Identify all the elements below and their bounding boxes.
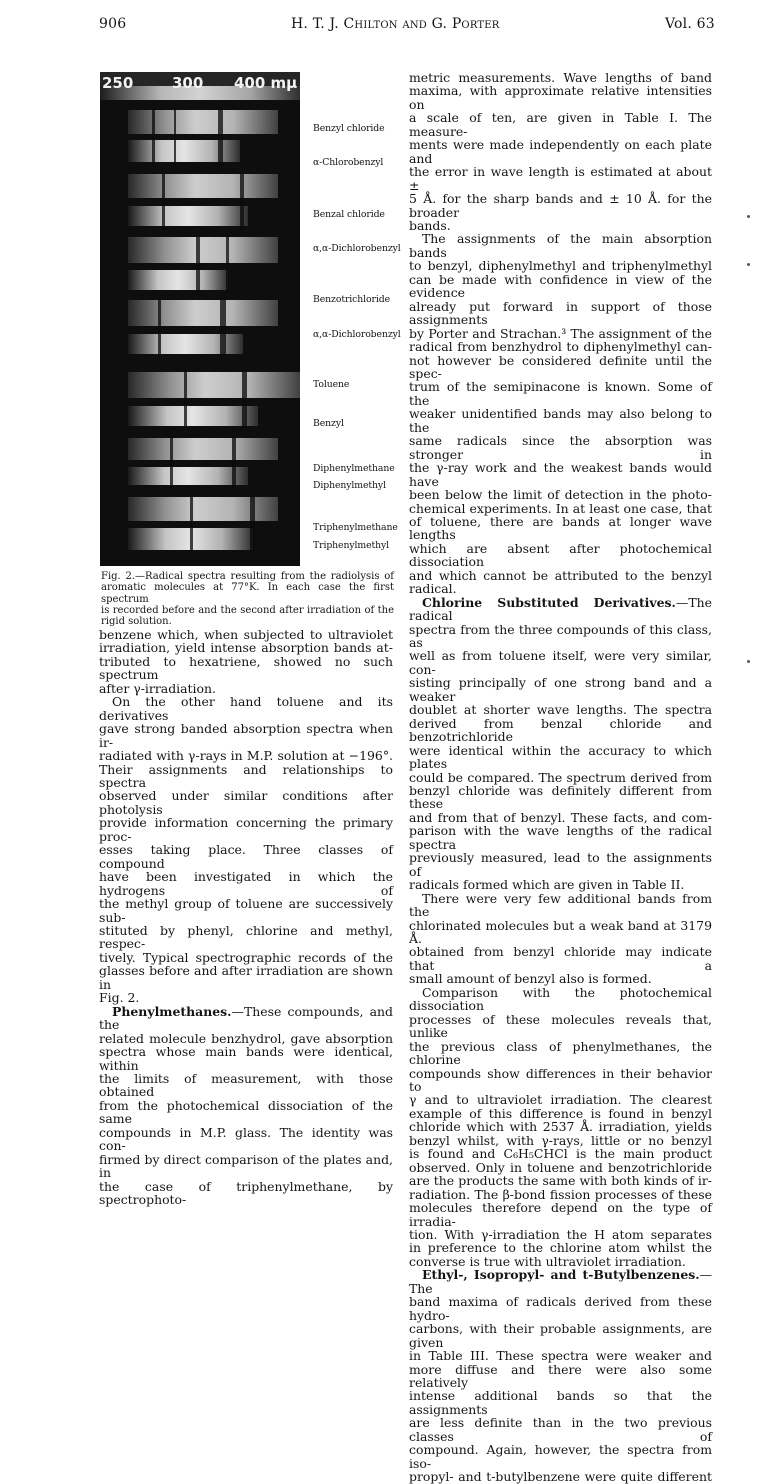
caption-line: Fig. 2.—Radical spectra resulting from the radiolysis of: [101, 571, 394, 582]
text-line: and from that of benzyl. These facts, and com-: [409, 809, 712, 825]
running-title: H. T. J. Chilton and G. Porter: [291, 16, 500, 32]
text-line: doublet at shorter wave lengths. The spectra: [409, 702, 712, 718]
text-line: the case of triphenylmethane, by spectrophoto-: [99, 1178, 393, 1208]
text-line: radiated with γ-rays in M.P. solution at −196°.: [99, 748, 393, 764]
text-line: radicals formed which are given in Table II.: [409, 877, 685, 893]
text-line: a scale of ten, are given in Table I. The measure-: [409, 110, 712, 139]
text-line: benzyl whilst, with γ-rays, little or no benzyl: [409, 1132, 712, 1148]
text-line: radical from benzhydrol to diphenylmethyl can-: [409, 339, 712, 355]
text-line: bands.: [409, 217, 451, 233]
text-line: On the other hand toluene and its derivatives: [99, 694, 393, 723]
text-line: the error in wave length is estimated at about ±: [409, 164, 712, 193]
text-line: were identical within the accuracy to which plates: [409, 742, 712, 772]
text-line: radical.: [409, 581, 457, 597]
section-heading-alkylbenzenes: Ethyl-, Isopropyl- and t-Butylbenzenes.: [422, 1267, 700, 1283]
text-line: chlorinated molecules but a weak band at 3179 Å.: [409, 917, 712, 946]
spectrum-label: Diphenylmethyl: [313, 480, 386, 491]
text-line: compounds show differences in their behavior to: [409, 1065, 712, 1094]
text-line: chloride which with 2537 Å. irradiation, yields: [409, 1119, 712, 1135]
text-line: been below the limit of detection in the photo-: [409, 487, 712, 503]
page-number: 906: [99, 16, 127, 32]
text-line: glasses before and after irradiation are shown in: [99, 963, 393, 992]
text-line: tion. With γ-irradiation the H atom separates: [409, 1226, 712, 1242]
text-line: processes of these molecules reveals that, unlike: [409, 1011, 712, 1041]
right-column-text: [409, 71, 712, 1484]
text-line: of toluene, there are bands at longer wave lengths: [409, 513, 712, 543]
text-line: band maxima of radicals derived from these hydro-: [409, 1294, 712, 1323]
section-heading-chlorine: Chlorine Substituted Derivatives.: [422, 594, 676, 610]
text-line: related molecule benzhydrol, gave absorption: [99, 1030, 393, 1046]
text-line: already put forward in support of those assignments: [409, 298, 712, 328]
text-line: chemical experiments. In at least one case, that: [409, 500, 712, 516]
spectrum-strips: [100, 72, 300, 566]
text-line: is found and C₆H₅CHCl is the main product: [409, 1146, 712, 1162]
text-line: γ and to ultraviolet irradiation. The clearest: [409, 1092, 712, 1108]
spectrum-label: Triphenylmethane: [313, 522, 398, 533]
text-line: The assignments of the main absorption bands: [409, 231, 712, 260]
text-line: radiation. The β-bond fission processes of these: [409, 1186, 712, 1202]
text-line: compound. Again, however, the spectra from iso-: [409, 1442, 712, 1471]
text-line: previously measured, lead to the assignments of: [409, 850, 712, 879]
text-line: which are absent after photochemical dissociation: [409, 540, 712, 570]
spectrum-label: Benzyl: [313, 418, 344, 429]
text-line: from the photochemical dissociation of the same: [99, 1097, 393, 1127]
figure-caption: [101, 571, 394, 627]
text-line: small amount of benzyl also is formed.: [409, 971, 652, 987]
text-line: observed. Only in toluene and benzotrichloride: [409, 1159, 712, 1175]
spectrum-label: α-Chlorobenzyl: [313, 157, 384, 168]
text-line: [409, 596, 712, 623]
text-line: same radicals since the absorption was stronger in: [409, 433, 712, 462]
text-line: after γ-irradiation.: [99, 680, 216, 696]
text-line: Their assignments and relationships to spectra: [99, 761, 393, 790]
spectrum-label: Benzal chloride: [313, 209, 385, 220]
text-line: in preference to the chlorine atom whilst the: [409, 1240, 712, 1256]
margin-mark: [747, 660, 750, 663]
text-line: firmed by direct comparison of the plates and, in: [99, 1151, 393, 1181]
spectrum-label: Benzyl chloride: [313, 123, 385, 134]
text-line: example of this difference is found in benzyl: [409, 1105, 712, 1121]
text-fragment: —The: [409, 1267, 712, 1296]
spectrum-label: Benzotrichloride: [313, 294, 391, 305]
spectrum-label: Diphenylmethane: [313, 463, 395, 474]
text-line: propyl- and t-butylbenzene were quite different: [409, 1469, 712, 1484]
text-line: in Table III. These spectra were weaker and: [409, 1348, 712, 1364]
text-line: could be compared. The spectrum derived from: [409, 769, 712, 785]
volume-label: Vol. 63: [665, 16, 715, 32]
text-line: not however be considered definite until the spec-: [409, 352, 712, 381]
left-column-text: [99, 628, 393, 1206]
text-line: tively. Typical spectrographic records of the: [99, 949, 393, 965]
text-line: There were very few additional bands from the: [409, 890, 712, 920]
text-line: obtained from benzyl chloride may indicate that a: [409, 944, 712, 973]
spectrum-label: Toluene: [313, 379, 350, 390]
text-line: carbons, with their probable assignments, are given: [409, 1321, 712, 1350]
text-line: have been investigated in which the hydrogens of: [99, 869, 393, 898]
text-line: compounds in M.P. glass. The identity was con-: [99, 1124, 393, 1154]
text-line: observed under similar conditions after photolysis: [99, 788, 393, 817]
text-line: sisting principally of one strong band and a weaker: [409, 675, 712, 704]
text-line: spectra whose main bands were identical, within: [99, 1044, 393, 1073]
text-line: stituted by phenyl, chlorine and methyl, respec-: [99, 922, 393, 952]
text-line: esses taking place. Three classes of compound: [99, 842, 393, 871]
text-line: benzene which, when subjected to ultraviolet: [99, 627, 393, 642]
scale-label-400: 400 mμ: [234, 74, 298, 92]
text-fragment: —These compounds, and the: [99, 1003, 393, 1033]
section-heading-phenylmethanes: Phenylmethanes.: [112, 1003, 232, 1019]
text-line: maxima, with approximate relative intensities on: [409, 83, 712, 112]
text-line: can be made with confidence in view of the evidence: [409, 271, 712, 301]
text-line: weaker unidentified bands may also belong to the: [409, 406, 712, 435]
text-line: Comparison with the photochemical dissociation: [409, 984, 712, 1014]
text-fragment: —The radical: [409, 594, 712, 624]
text-line: to benzyl, diphenylmethyl and triphenylmethyl: [409, 258, 712, 274]
spectrum-label: Triphenylmethyl: [313, 540, 390, 551]
text-line: irradiation, yield intense absorption bands at-: [99, 640, 393, 656]
text-line: molecules therefore depend on the type of irradia-: [409, 1200, 712, 1229]
text-line: gave strong banded absorption spectra when ir-: [99, 721, 393, 750]
text-line: are less definite than in the two previous classes of: [409, 1415, 712, 1444]
text-line: well as from toluene itself, were very similar, con-: [409, 648, 712, 677]
text-line: provide information concerning the primary proc-: [99, 815, 393, 844]
text-line: derived from benzal chloride and benzotrichloride: [409, 715, 712, 745]
text-line: tributed to hexatriene, showed no such spectrum: [99, 653, 393, 683]
text-line: [409, 1268, 712, 1295]
text-line: by Porter and Strachan.³ The assignment of the: [409, 325, 712, 341]
spectrograph-plate-figure: [100, 72, 300, 566]
text-line: Fig. 2.: [99, 990, 140, 1006]
text-line: spectra from the three compounds of this class, as: [409, 621, 712, 651]
margin-mark: [747, 263, 750, 266]
text-line: the γ-ray work and the weakest bands would have: [409, 460, 712, 489]
caption-line: is recorded before and the second after irradiation of the: [101, 604, 394, 616]
text-line: parison with the wave lengths of the radical spectra: [409, 823, 712, 852]
text-line: trum of the semipinacone is known. Some of the: [409, 379, 712, 408]
text-line: [99, 1005, 393, 1032]
text-line: benzyl chloride was definitely different from these: [409, 783, 712, 812]
text-line: are the products the same with both kinds of ir-: [409, 1173, 712, 1189]
text-line: more diffuse and there were also some relatively: [409, 1361, 712, 1390]
text-line: the previous class of phenylmethanes, the chlorine: [409, 1038, 712, 1068]
spectrum-label: α,α-Dichlorobenzyl: [313, 329, 401, 340]
text-line: and which cannot be attributed to the benzyl: [409, 567, 712, 583]
scale-label-300: 300: [172, 74, 204, 92]
text-line: ments were made independently on each plate and: [409, 137, 712, 166]
text-line: metric measurements. Wave lengths of band: [409, 70, 712, 85]
spectrum-label: α,α-Dichlorobenzyl: [313, 243, 401, 254]
text-line: converse is true with ultraviolet irradiation.: [409, 1253, 686, 1269]
caption-line: rigid solution.: [101, 616, 172, 628]
caption-line: aromatic molecules at 77°K. In each case the first spectrum: [101, 582, 394, 605]
text-line: the limits of measurement, with those obtained: [99, 1070, 393, 1100]
text-line: the methyl group of toluene are successively sub-: [99, 896, 393, 925]
text-line: intense additional bands so that the assignments: [409, 1388, 712, 1417]
margin-mark: [747, 215, 750, 218]
scale-label-250: 250: [102, 74, 134, 92]
text-line: 5 Å. for the sharp bands and ± 10 Å. for the broader: [409, 191, 712, 220]
